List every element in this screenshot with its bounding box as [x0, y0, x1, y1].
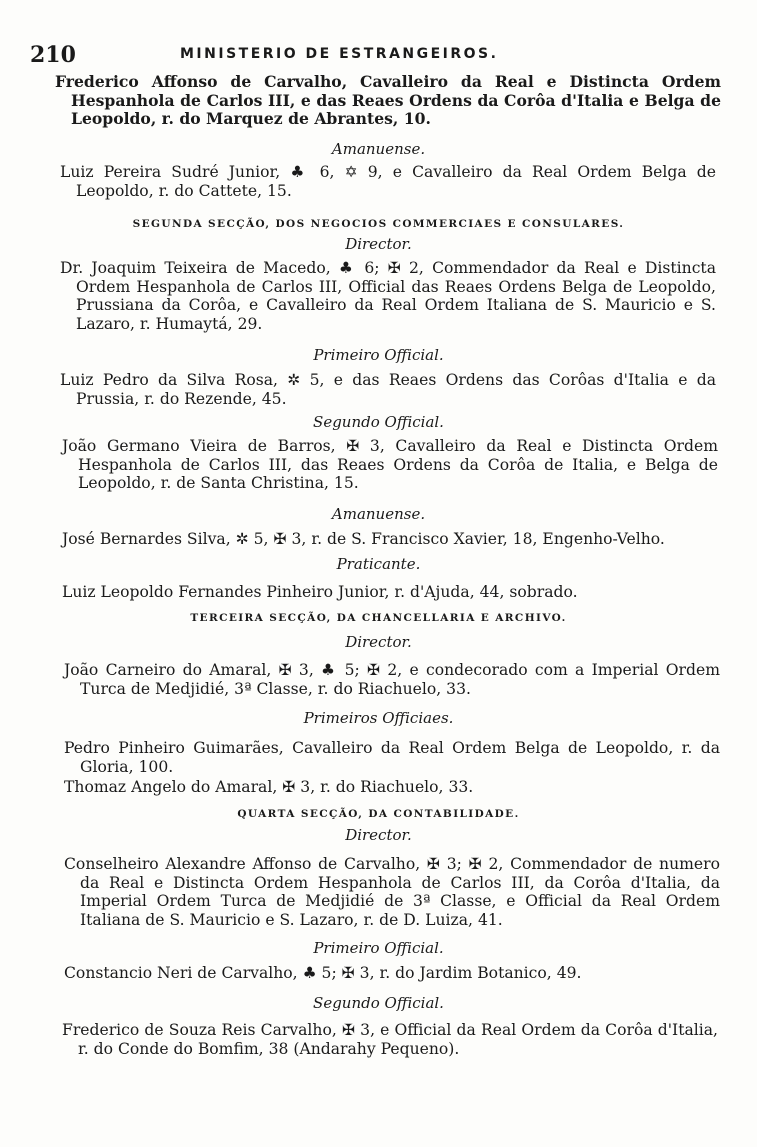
caption-director-3: Director.	[345, 826, 412, 844]
entry-jose-bernardes: José Bernardes Silva, ✲ 5, ✠ 3, r. de S. Francisco Xavier, 18, Engenho-Velho.	[62, 530, 665, 548]
entry-frederico-souza: Frederico de Souza Reis Carvalho, ✠ 3, e Official da Real Ordem da Corôa d'Italia, r. do Conde do Bomfim, 38 (Andarahy Pequeno).	[62, 1021, 718, 1058]
caption-amanuense-2: Amanuense.	[331, 505, 426, 523]
section-heading-segunda: SEGUNDA SECÇÃO, DOS NEGOCIOS COMMERCIAES E CONSULARES.	[132, 218, 625, 230]
entry-pedro-pinheiro: Pedro Pinheiro Guimarães, Cavalleiro da Real Ordem Belga de Leopoldo, r. da Gloria, 100.	[64, 739, 720, 776]
entry-constancio-neri: Constancio Neri de Carvalho, ♣ 5; ✠ 3, r. do Jardim Botanico, 49.	[64, 964, 582, 982]
caption-director: Director.	[345, 235, 412, 253]
entry-thomaz-angelo: Thomaz Angelo do Amaral, ✠ 3, r. do Riachuelo, 33.	[64, 778, 474, 796]
entry-joaquim-teixeira: Dr. Joaquim Teixeira de Macedo, ♣ 6; ✠ 2, Commendador da Real e Distincta Ordem Hespanhola de Carlos III, Official das Reaes Ordens Belga de Leopoldo, Prussiana da Corôa, e Cavalleiro da Real Ordem Italiana de S. Mauricio e S. Lazaro, r. Humaytá, 29.	[60, 259, 716, 333]
caption-primeiros-officiaes: Primeiros Officiaes.	[303, 709, 454, 727]
caption-segundo-official: Segundo Official.	[313, 413, 444, 431]
page-title: MINISTERIO DE ESTRANGEIROS.	[180, 46, 499, 62]
entry-alexandre-affonso: Conselheiro Alexandre Affonso de Carvalho, ✠ 3; ✠ 2, Commendador de numero da Real e Distincta Ordem Hespanhola de Carlos III, da Corôa d'Italia, da Imperial Ordem Turca de Medjidié de 3ª Classe, e Official da Real Ordem Italiana de S. Mauricio e S. Lazaro, r. de D. Luiza, 41.	[64, 855, 720, 929]
section-heading-quarta: QUARTA SECÇÃO, DA CONTABILIDADE.	[237, 808, 520, 820]
caption-director-2: Director.	[345, 633, 412, 651]
entry-luiz-pereira: Luiz Pereira Sudré Junior, ♣ 6, ✡ 9, e Cavalleiro da Real Ordem Belga de Leopoldo, r. do Cattete, 15.	[60, 163, 716, 200]
entry-joao-germano: João Germano Vieira de Barros, ✠ 3, Cavalleiro da Real e Distincta Ordem Hespanhola de Carlos III, das Reaes Ordens da Corôa de Italia, e Belga de Leopoldo, r. de Santa Christina, 15.	[62, 437, 718, 492]
entry-joao-carneiro: João Carneiro do Amaral, ✠ 3, ♣ 5; ✠ 2, e condecorado com a Imperial Ordem Turca de Medjidié, 3ª Classe, r. do Riachuelo, 33.	[64, 661, 720, 698]
caption-praticante: Praticante.	[336, 555, 421, 573]
entry-luiz-pedro: Luiz Pedro da Silva Rosa, ✲ 5, e das Reaes Ordens das Corôas d'Italia e da Prussia, r. do Rezende, 45.	[60, 371, 716, 408]
caption-amanuense: Amanuense.	[331, 140, 426, 158]
page-number: 210	[30, 42, 76, 68]
entry-luiz-leopoldo: Luiz Leopoldo Fernandes Pinheiro Junior, r. d'Ajuda, 44, sobrado.	[62, 583, 578, 601]
caption-primeiro-official: Primeiro Official.	[313, 346, 444, 364]
caption-primeiro-official-2: Primeiro Official.	[313, 939, 444, 957]
entry-frederico-affonso: Frederico Affonso de Carvalho, Cavalleiro da Real e Distincta Ordem Hespanhola de Carlos III, e das Reaes Ordens da Corôa d'Italia e Belga de Leopoldo, r. do Marquez de Abrantes, 10.	[55, 72, 721, 128]
section-heading-terceira: TERCEIRA SECÇÃO, DA CHANCELLARIA E ARCHIVO.	[190, 612, 567, 624]
page-header	[30, 42, 730, 66]
caption-segundo-official-2: Segundo Official.	[313, 994, 444, 1012]
